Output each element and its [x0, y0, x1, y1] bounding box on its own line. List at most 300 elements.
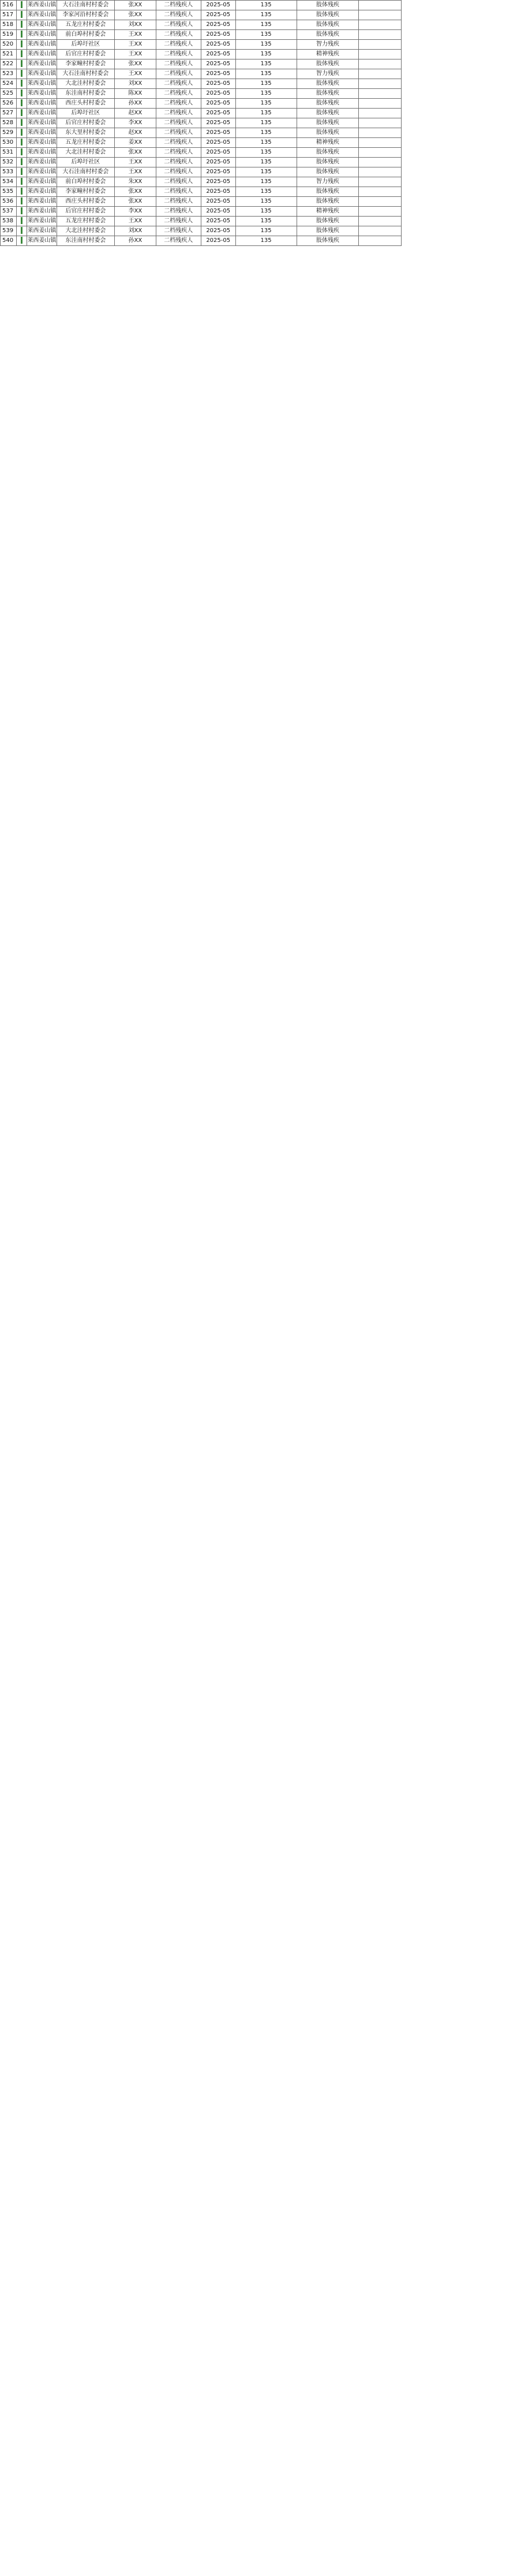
- name-cell: 刘XX: [114, 226, 156, 236]
- status-bar-icon: [21, 217, 23, 224]
- table-row: [1, 40, 506, 50]
- category-cell: 二档残疾人: [156, 40, 201, 50]
- status-marker: [16, 1, 27, 10]
- status-bar-icon: [21, 178, 23, 185]
- name-cell: 孙XX: [114, 99, 156, 109]
- table-row: [1, 79, 506, 89]
- type-cell: 肢体残疾: [297, 89, 359, 99]
- village-cell: 大北洼村村委会: [57, 79, 114, 89]
- month-cell: 2025-05: [201, 128, 235, 138]
- name-cell: 张XX: [114, 10, 156, 20]
- village-cell: 后官庄村村委会: [57, 118, 114, 128]
- amount-cell: 135: [235, 99, 297, 109]
- amount-cell: 135: [235, 167, 297, 177]
- blank-cell: [359, 1, 402, 10]
- village-cell: 西庄头村村委会: [57, 197, 114, 207]
- district-cell: 莱西姜山镇: [27, 59, 57, 69]
- village-cell: 五龙庄村村委会: [57, 20, 114, 30]
- row-number: 536: [1, 197, 17, 207]
- district-cell: 莱西姜山镇: [27, 148, 57, 158]
- category-cell: 二档残疾人: [156, 207, 201, 217]
- amount-cell: 135: [235, 10, 297, 20]
- row-number: 527: [1, 109, 17, 118]
- status-bar-icon: [21, 188, 23, 195]
- table-row: [1, 99, 506, 109]
- category-cell: 二档残疾人: [156, 167, 201, 177]
- table-row: [1, 89, 506, 99]
- status-bar-icon: [21, 99, 23, 106]
- status-marker: [16, 217, 27, 226]
- type-cell: 肢体残疾: [297, 148, 359, 158]
- row-number: 531: [1, 148, 17, 158]
- category-cell: 二档残疾人: [156, 109, 201, 118]
- row-number: 521: [1, 50, 17, 59]
- type-cell: 肢体残疾: [297, 197, 359, 207]
- table-row: [1, 177, 506, 187]
- table-row: [1, 128, 506, 138]
- status-bar-icon: [21, 197, 23, 204]
- district-cell: 莱西姜山镇: [27, 99, 57, 109]
- category-cell: 二档残疾人: [156, 217, 201, 226]
- month-cell: 2025-05: [201, 50, 235, 59]
- row-number: 528: [1, 118, 17, 128]
- amount-cell: 135: [235, 50, 297, 59]
- amount-cell: 135: [235, 187, 297, 197]
- month-cell: 2025-05: [201, 167, 235, 177]
- village-cell: 后埠圩社区: [57, 158, 114, 167]
- name-cell: 孙XX: [114, 236, 156, 246]
- row-number: 533: [1, 167, 17, 177]
- category-cell: 二档残疾人: [156, 89, 201, 99]
- blank-cell: [359, 59, 402, 69]
- district-cell: 莱西姜山镇: [27, 217, 57, 226]
- amount-cell: 135: [235, 197, 297, 207]
- district-cell: 莱西姜山镇: [27, 20, 57, 30]
- status-marker: [16, 207, 27, 217]
- type-cell: 肢体残疾: [297, 79, 359, 89]
- type-cell: 肢体残疾: [297, 10, 359, 20]
- district-cell: 莱西姜山镇: [27, 40, 57, 50]
- table-row: [1, 109, 506, 118]
- type-cell: 精神残疾: [297, 50, 359, 59]
- type-cell: 精神残疾: [297, 207, 359, 217]
- category-cell: 二档残疾人: [156, 118, 201, 128]
- district-cell: 莱西姜山镇: [27, 50, 57, 59]
- type-cell: 肢体残疾: [297, 20, 359, 30]
- table-row: [1, 236, 506, 246]
- name-cell: 刘XX: [114, 79, 156, 89]
- amount-cell: 135: [235, 69, 297, 79]
- status-marker: [16, 40, 27, 50]
- spreadsheet-table: [0, 0, 506, 246]
- amount-cell: 135: [235, 20, 297, 30]
- month-cell: 2025-05: [201, 40, 235, 50]
- blank-cell: [359, 128, 402, 138]
- type-cell: 肢体残疾: [297, 236, 359, 246]
- month-cell: 2025-05: [201, 236, 235, 246]
- amount-cell: 135: [235, 207, 297, 217]
- amount-cell: 135: [235, 177, 297, 187]
- blank-cell: [359, 197, 402, 207]
- status-bar-icon: [21, 139, 23, 146]
- month-cell: 2025-05: [201, 138, 235, 148]
- row-number: 529: [1, 128, 17, 138]
- status-bar-icon: [21, 21, 23, 28]
- name-cell: 张XX: [114, 148, 156, 158]
- blank-cell: [359, 50, 402, 59]
- month-cell: 2025-05: [201, 226, 235, 236]
- district-cell: 莱西姜山镇: [27, 197, 57, 207]
- blank-cell: [359, 177, 402, 187]
- type-cell: 肢体残疾: [297, 59, 359, 69]
- category-cell: 二档残疾人: [156, 1, 201, 10]
- month-cell: 2025-05: [201, 118, 235, 128]
- amount-cell: 135: [235, 79, 297, 89]
- district-cell: 莱西姜山镇: [27, 1, 57, 10]
- category-cell: 二档残疾人: [156, 20, 201, 30]
- month-cell: 2025-05: [201, 79, 235, 89]
- status-marker: [16, 138, 27, 148]
- status-bar-icon: [21, 237, 23, 244]
- blank-cell: [359, 40, 402, 50]
- district-cell: 莱西姜山镇: [27, 10, 57, 20]
- amount-cell: 135: [235, 30, 297, 40]
- district-cell: 莱西姜山镇: [27, 128, 57, 138]
- type-cell: 肢体残疾: [297, 118, 359, 128]
- blank-cell: [359, 30, 402, 40]
- row-number: 520: [1, 40, 17, 50]
- amount-cell: 135: [235, 226, 297, 236]
- district-cell: 莱西姜山镇: [27, 167, 57, 177]
- type-cell: 肢体残疾: [297, 128, 359, 138]
- month-cell: 2025-05: [201, 89, 235, 99]
- type-cell: 肢体残疾: [297, 217, 359, 226]
- district-cell: 莱西姜山镇: [27, 69, 57, 79]
- category-cell: 二档残疾人: [156, 138, 201, 148]
- village-cell: 大北洼村村委会: [57, 148, 114, 158]
- status-bar-icon: [21, 158, 23, 165]
- village-cell: 后官庄村村委会: [57, 50, 114, 59]
- blank-cell: [359, 109, 402, 118]
- type-cell: 肢体残疾: [297, 109, 359, 118]
- amount-cell: 135: [235, 158, 297, 167]
- status-bar-icon: [21, 119, 23, 126]
- table-row: [1, 20, 506, 30]
- table-row: [1, 158, 506, 167]
- table-row: [1, 138, 506, 148]
- month-cell: 2025-05: [201, 10, 235, 20]
- category-cell: 二档残疾人: [156, 59, 201, 69]
- blank-cell: [359, 167, 402, 177]
- name-cell: 张XX: [114, 59, 156, 69]
- district-cell: 莱西姜山镇: [27, 236, 57, 246]
- district-cell: 莱西姜山镇: [27, 207, 57, 217]
- month-cell: 2025-05: [201, 30, 235, 40]
- month-cell: 2025-05: [201, 99, 235, 109]
- status-marker: [16, 177, 27, 187]
- amount-cell: 135: [235, 217, 297, 226]
- type-cell: 肢体残疾: [297, 187, 359, 197]
- name-cell: 赵XX: [114, 109, 156, 118]
- status-marker: [16, 69, 27, 79]
- status-bar-icon: [21, 11, 23, 18]
- type-cell: 肢体残疾: [297, 226, 359, 236]
- status-marker: [16, 148, 27, 158]
- blank-cell: [359, 158, 402, 167]
- name-cell: 王XX: [114, 30, 156, 40]
- status-bar-icon: [21, 60, 23, 67]
- status-marker: [16, 226, 27, 236]
- name-cell: 朱XX: [114, 177, 156, 187]
- status-marker: [16, 30, 27, 40]
- status-marker: [16, 158, 27, 167]
- name-cell: 赵XX: [114, 128, 156, 138]
- village-cell: 大北洼村村委会: [57, 226, 114, 236]
- blank-cell: [359, 236, 402, 246]
- status-marker: [16, 10, 27, 20]
- category-cell: 二档残疾人: [156, 197, 201, 207]
- status-bar-icon: [21, 1, 23, 8]
- village-cell: 李家疃村村委会: [57, 187, 114, 197]
- table-row: [1, 50, 506, 59]
- status-bar-icon: [21, 70, 23, 77]
- status-marker: [16, 20, 27, 30]
- status-marker: [16, 89, 27, 99]
- month-cell: 2025-05: [201, 59, 235, 69]
- status-bar-icon: [21, 50, 23, 57]
- table-row: [1, 10, 506, 20]
- row-number: 540: [1, 236, 17, 246]
- row-number: 535: [1, 187, 17, 197]
- name-cell: 刘XX: [114, 20, 156, 30]
- name-cell: 王XX: [114, 40, 156, 50]
- category-cell: 二档残疾人: [156, 177, 201, 187]
- row-number: 526: [1, 99, 17, 109]
- type-cell: 智力残疾: [297, 177, 359, 187]
- category-cell: 二档残疾人: [156, 236, 201, 246]
- type-cell: 肢体残疾: [297, 30, 359, 40]
- amount-cell: 135: [235, 59, 297, 69]
- table-row: [1, 59, 506, 69]
- village-cell: 后埠圩社区: [57, 40, 114, 50]
- status-bar-icon: [21, 148, 23, 155]
- status-bar-icon: [21, 168, 23, 175]
- amount-cell: 135: [235, 118, 297, 128]
- category-cell: 二档残疾人: [156, 128, 201, 138]
- district-cell: 莱西姜山镇: [27, 30, 57, 40]
- row-number: 522: [1, 59, 17, 69]
- blank-cell: [359, 118, 402, 128]
- table-row: [1, 118, 506, 128]
- month-cell: 2025-05: [201, 207, 235, 217]
- table-body: [1, 1, 506, 246]
- status-marker: [16, 59, 27, 69]
- village-cell: 大石洼南村村委会: [57, 167, 114, 177]
- type-cell: 智力残疾: [297, 40, 359, 50]
- blank-cell: [359, 226, 402, 236]
- district-cell: 莱西姜山镇: [27, 226, 57, 236]
- name-cell: 王XX: [114, 217, 156, 226]
- district-cell: 莱西姜山镇: [27, 79, 57, 89]
- name-cell: 姜XX: [114, 138, 156, 148]
- village-cell: 后官庄村村委会: [57, 207, 114, 217]
- blank-cell: [359, 148, 402, 158]
- status-bar-icon: [21, 109, 23, 116]
- month-cell: 2025-05: [201, 20, 235, 30]
- category-cell: 二档残疾人: [156, 148, 201, 158]
- amount-cell: 135: [235, 40, 297, 50]
- village-cell: 五龙庄村村委会: [57, 217, 114, 226]
- blank-cell: [359, 207, 402, 217]
- status-marker: [16, 118, 27, 128]
- table-row: [1, 167, 506, 177]
- row-number: 530: [1, 138, 17, 148]
- row-number: 539: [1, 226, 17, 236]
- month-cell: 2025-05: [201, 1, 235, 10]
- district-cell: 莱西姜山镇: [27, 109, 57, 118]
- month-cell: 2025-05: [201, 109, 235, 118]
- name-cell: 王XX: [114, 69, 156, 79]
- blank-cell: [359, 138, 402, 148]
- status-marker: [16, 187, 27, 197]
- category-cell: 二档残疾人: [156, 226, 201, 236]
- month-cell: 2025-05: [201, 217, 235, 226]
- status-marker: [16, 236, 27, 246]
- status-bar-icon: [21, 129, 23, 136]
- amount-cell: 135: [235, 128, 297, 138]
- name-cell: 李XX: [114, 118, 156, 128]
- category-cell: 二档残疾人: [156, 187, 201, 197]
- table-row: [1, 187, 506, 197]
- category-cell: 二档残疾人: [156, 79, 201, 89]
- blank-cell: [359, 69, 402, 79]
- amount-cell: 135: [235, 138, 297, 148]
- blank-cell: [359, 187, 402, 197]
- blank-cell: [359, 217, 402, 226]
- name-cell: 王XX: [114, 158, 156, 167]
- table-row: [1, 217, 506, 226]
- status-bar-icon: [21, 31, 23, 38]
- status-marker: [16, 109, 27, 118]
- type-cell: 肢体残疾: [297, 158, 359, 167]
- type-cell: 肢体残疾: [297, 167, 359, 177]
- blank-cell: [359, 89, 402, 99]
- month-cell: 2025-05: [201, 187, 235, 197]
- village-cell: 五龙庄村村委会: [57, 138, 114, 148]
- district-cell: 莱西姜山镇: [27, 177, 57, 187]
- month-cell: 2025-05: [201, 158, 235, 167]
- district-cell: 莱西姜山镇: [27, 187, 57, 197]
- name-cell: 陈XX: [114, 89, 156, 99]
- village-cell: 大石洼南村村委会: [57, 1, 114, 10]
- status-marker: [16, 79, 27, 89]
- type-cell: 智力残疾: [297, 69, 359, 79]
- status-bar-icon: [21, 90, 23, 96]
- row-number: 532: [1, 158, 17, 167]
- status-marker: [16, 50, 27, 59]
- row-number: 518: [1, 20, 17, 30]
- district-cell: 莱西姜山镇: [27, 138, 57, 148]
- type-cell: 肢体残疾: [297, 99, 359, 109]
- village-cell: 大石洼南村村委会: [57, 69, 114, 79]
- amount-cell: 135: [235, 148, 297, 158]
- amount-cell: 135: [235, 109, 297, 118]
- district-cell: 莱西姜山镇: [27, 89, 57, 99]
- category-cell: 二档残疾人: [156, 69, 201, 79]
- village-cell: 西庄头村村委会: [57, 99, 114, 109]
- village-cell: 东大里村村委会: [57, 128, 114, 138]
- name-cell: 王XX: [114, 50, 156, 59]
- village-cell: 后埠圩社区: [57, 109, 114, 118]
- village-cell: 李家疃村村委会: [57, 59, 114, 69]
- name-cell: 张XX: [114, 187, 156, 197]
- row-number: 525: [1, 89, 17, 99]
- district-cell: 莱西姜山镇: [27, 158, 57, 167]
- blank-cell: [359, 79, 402, 89]
- status-bar-icon: [21, 80, 23, 87]
- row-number: 537: [1, 207, 17, 217]
- name-cell: 张XX: [114, 197, 156, 207]
- row-number: 517: [1, 10, 17, 20]
- amount-cell: 135: [235, 89, 297, 99]
- status-marker: [16, 128, 27, 138]
- row-number: 524: [1, 79, 17, 89]
- status-bar-icon: [21, 207, 23, 214]
- village-cell: 李家河沿村村委会: [57, 10, 114, 20]
- category-cell: 二档残疾人: [156, 50, 201, 59]
- category-cell: 二档残疾人: [156, 99, 201, 109]
- village-cell: 东洼南村村委会: [57, 89, 114, 99]
- name-cell: 李XX: [114, 207, 156, 217]
- table-row: [1, 207, 506, 217]
- table-row: [1, 69, 506, 79]
- row-number: 534: [1, 177, 17, 187]
- row-number: 516: [1, 1, 17, 10]
- status-marker: [16, 167, 27, 177]
- status-marker: [16, 197, 27, 207]
- status-bar-icon: [21, 227, 23, 234]
- status-marker: [16, 99, 27, 109]
- blank-cell: [359, 10, 402, 20]
- table-row: [1, 1, 506, 10]
- month-cell: 2025-05: [201, 177, 235, 187]
- row-number: 538: [1, 217, 17, 226]
- village-cell: 前白埠村村委会: [57, 30, 114, 40]
- category-cell: 二档残疾人: [156, 158, 201, 167]
- month-cell: 2025-05: [201, 148, 235, 158]
- name-cell: 张XX: [114, 1, 156, 10]
- row-number: 519: [1, 30, 17, 40]
- row-number: 523: [1, 69, 17, 79]
- type-cell: 精神残疾: [297, 138, 359, 148]
- category-cell: 二档残疾人: [156, 30, 201, 40]
- month-cell: 2025-05: [201, 197, 235, 207]
- district-cell: 莱西姜山镇: [27, 118, 57, 128]
- blank-cell: [359, 20, 402, 30]
- table-row: [1, 148, 506, 158]
- amount-cell: 135: [235, 236, 297, 246]
- category-cell: 二档残疾人: [156, 10, 201, 20]
- blank-cell: [359, 99, 402, 109]
- table-row: [1, 226, 506, 236]
- village-cell: 前白埠村村委会: [57, 177, 114, 187]
- status-bar-icon: [21, 40, 23, 47]
- table-row: [1, 30, 506, 40]
- table-row: [1, 197, 506, 207]
- amount-cell: 135: [235, 1, 297, 10]
- month-cell: 2025-05: [201, 69, 235, 79]
- village-cell: 东洼南村村委会: [57, 236, 114, 246]
